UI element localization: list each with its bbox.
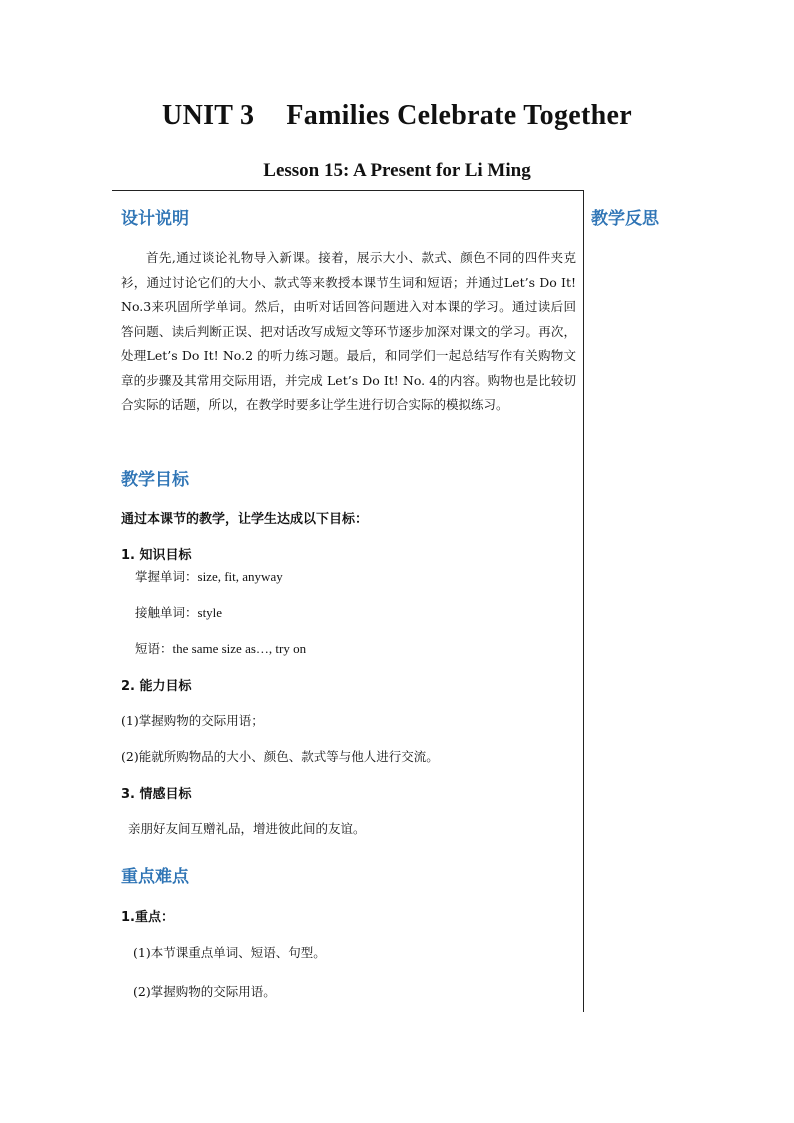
phrases (135, 639, 306, 657)
unit-name: Families Celebrate Together (286, 100, 632, 131)
objectives-intro: 通过本课节的教学，让学生达成以下目标： (121, 512, 369, 527)
master-words-label: 掌握单词： (135, 569, 198, 584)
design-heading: 设计说明 (121, 209, 189, 229)
design-paragraph: 首先,通过谈论礼物导入新课。接着，展示大小、款式、颜色不同的四件夹克衫，通过讨论它们的大小、款式等来教授本课节生词和短语；并通过Let’s Do It! No.3来巩固所学单词。然后，由听对话回答问题进入对本课的学习。通过读后回答问题、读后判断正误、把对话改写成短文等环节逐步加深对课文的学习。再次，处理Let’s Do It! No.2 的听力练习题。最后，和同学们一起总结写作有关购物文章的步骤及其常用交际用语，并完成 Let’s Do It! No. 4的内容。购物也是比较切合实际的话题，所以，在教学时要多让学生进行切合实际的模拟练习。 (121, 250, 576, 412)
table-top-border (112, 190, 584, 191)
column-divider (583, 190, 584, 1012)
objectives-heading: 教学目标 (121, 470, 189, 490)
master-words-value: size, fit, anyway (197, 569, 283, 584)
emotion-item-1: 亲朋好友间互赠礼品，增进彼此间的友谊。 (128, 821, 366, 836)
lesson-title: Lesson 15: A Present for Li Ming (263, 160, 531, 181)
ability-title: 2. 能力目标 (121, 679, 192, 694)
emotion-title: 3. 情感目标 (121, 787, 192, 802)
key-points-title: 1.重点： (121, 910, 174, 925)
contact-words-value: style (197, 605, 223, 620)
key-points-heading: 重点难点 (121, 867, 189, 887)
master-words (135, 567, 283, 585)
phrases-value: the same size as…, try on (172, 641, 307, 656)
knowledge-title: 1. 知识目标 (121, 548, 192, 563)
unit-title (0, 100, 794, 132)
key-point-1: (1)本节课重点单词、短语、句型。 (133, 945, 326, 960)
contact-words-label: 接触单词： (135, 605, 198, 620)
ability-item-2: (2)能就所购物品的大小、颜色、款式等与他人进行交流。 (121, 749, 439, 764)
phrases-label: 短语： (135, 641, 173, 656)
ability-item-1: (1)掌握购物的交际用语； (121, 713, 264, 728)
key-point-2: (2)掌握购物的交际用语。 (133, 984, 276, 999)
unit-number: UNIT 3 (162, 100, 255, 131)
reflection-heading: 教学反思 (591, 209, 659, 229)
contact-words (135, 603, 222, 621)
